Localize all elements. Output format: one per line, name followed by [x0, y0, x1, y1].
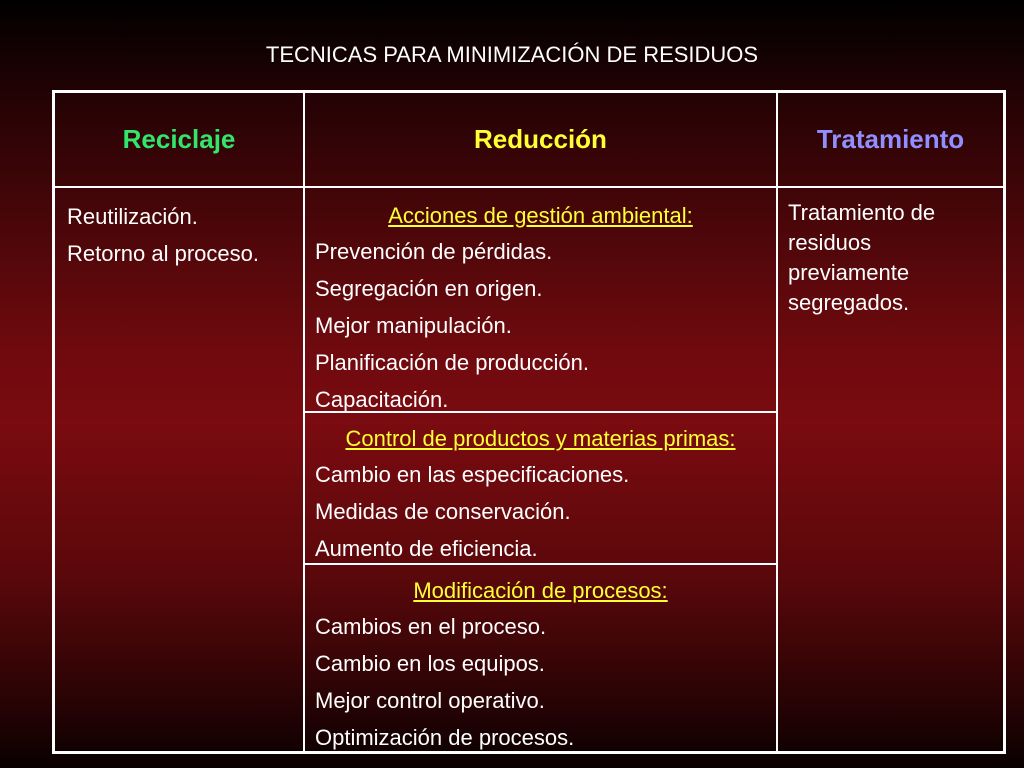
header-tratamiento: Tratamiento — [778, 93, 1003, 188]
list-item: Optimización de procesos. — [315, 725, 575, 750]
header-reduccion: Reducción — [305, 93, 778, 188]
section-heading: Control de productos y materias primas: — [345, 426, 736, 451]
header-reciclaje: Reciclaje — [55, 93, 305, 188]
section-heading: Acciones de gestión ambiental: — [388, 203, 693, 228]
tratamiento-cell — [778, 188, 1003, 751]
list-item: Mejor manipulación. — [315, 313, 512, 338]
list-item: Mejor control operativo. — [315, 688, 545, 713]
section-heading: Modificación de procesos: — [413, 578, 668, 603]
reduccion-section-procesos — [305, 565, 778, 751]
list-item: Planificación de producción. — [315, 350, 589, 375]
list-item: Segregación en origen. — [315, 276, 543, 301]
reciclaje-item: Reutilización. — [67, 204, 198, 229]
reduccion-section-control — [305, 413, 778, 565]
reciclaje-item: Retorno al proceso. — [67, 241, 259, 266]
list-item: Medidas de conservación. — [315, 499, 571, 524]
list-item: Cambio en los equipos. — [315, 651, 545, 676]
tratamiento-text: Tratamiento de residuos previamente segregados. — [788, 200, 936, 315]
list-item: Prevención de pérdidas. — [315, 239, 553, 264]
list-item: Aumento de eficiencia. — [315, 536, 538, 561]
techniques-table — [52, 90, 1006, 754]
list-item: Cambio en las especificaciones. — [315, 462, 630, 487]
list-item: Capacitación. — [315, 387, 449, 412]
reciclaje-cell — [55, 188, 305, 751]
list-item: Cambios en el proceso. — [315, 614, 547, 639]
slide-title: TECNICAS PARA MINIMIZACIÓN DE RESIDUOS — [265, 42, 759, 67]
reduccion-section-gestion — [305, 188, 778, 413]
